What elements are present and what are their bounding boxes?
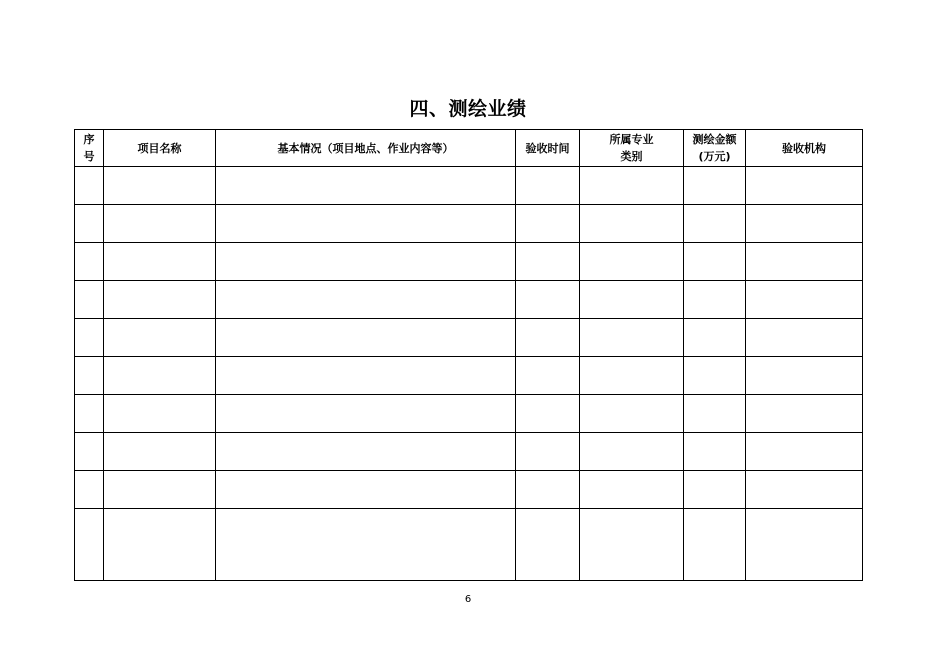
table-row bbox=[75, 205, 863, 243]
cell-professional-category[interactable] bbox=[580, 281, 684, 319]
page-number: 6 bbox=[464, 594, 472, 605]
cell-survey-amount[interactable] bbox=[684, 433, 746, 471]
table-header-row bbox=[75, 130, 863, 167]
cell-serial-number[interactable] bbox=[75, 281, 104, 319]
cell-acceptance-time[interactable] bbox=[516, 243, 580, 281]
header-survey-amount: 测绘金额 (万元) bbox=[684, 130, 746, 167]
cell-professional-category[interactable] bbox=[580, 205, 684, 243]
cell-professional-category[interactable] bbox=[580, 357, 684, 395]
page-title: 四、测绘业绩 bbox=[409, 98, 527, 120]
cell-basic-info[interactable] bbox=[216, 357, 516, 395]
cell-acceptance-agency[interactable] bbox=[746, 509, 863, 581]
cell-project-name[interactable] bbox=[104, 357, 216, 395]
cell-acceptance-time[interactable] bbox=[516, 395, 580, 433]
cell-serial-number[interactable] bbox=[75, 471, 104, 509]
cell-survey-amount[interactable] bbox=[684, 319, 746, 357]
table-body bbox=[75, 167, 863, 581]
cell-serial-number[interactable] bbox=[75, 243, 104, 281]
cell-serial-number[interactable] bbox=[75, 433, 104, 471]
cell-survey-amount[interactable] bbox=[684, 167, 746, 205]
cell-project-name[interactable] bbox=[104, 509, 216, 581]
cell-project-name[interactable] bbox=[104, 205, 216, 243]
cell-acceptance-agency[interactable] bbox=[746, 319, 863, 357]
cell-acceptance-agency[interactable] bbox=[746, 433, 863, 471]
cell-acceptance-agency[interactable] bbox=[746, 395, 863, 433]
cell-project-name[interactable] bbox=[104, 319, 216, 357]
cell-professional-category[interactable] bbox=[580, 471, 684, 509]
cell-acceptance-time[interactable] bbox=[516, 357, 580, 395]
cell-acceptance-agency[interactable] bbox=[746, 281, 863, 319]
cell-basic-info[interactable] bbox=[216, 395, 516, 433]
cell-project-name[interactable] bbox=[104, 281, 216, 319]
cell-professional-category[interactable] bbox=[580, 509, 684, 581]
cell-project-name[interactable] bbox=[104, 167, 216, 205]
cell-project-name[interactable] bbox=[104, 395, 216, 433]
cell-survey-amount[interactable] bbox=[684, 281, 746, 319]
cell-professional-category[interactable] bbox=[580, 167, 684, 205]
cell-acceptance-agency[interactable] bbox=[746, 357, 863, 395]
cell-acceptance-time[interactable] bbox=[516, 281, 580, 319]
cell-professional-category[interactable] bbox=[580, 433, 684, 471]
table-row bbox=[75, 167, 863, 205]
cell-survey-amount[interactable] bbox=[684, 243, 746, 281]
cell-project-name[interactable] bbox=[104, 471, 216, 509]
cell-serial-number[interactable] bbox=[75, 395, 104, 433]
table-row bbox=[75, 471, 863, 509]
cell-survey-amount[interactable] bbox=[684, 357, 746, 395]
table-row bbox=[75, 319, 863, 357]
cell-basic-info[interactable] bbox=[216, 281, 516, 319]
cell-basic-info[interactable] bbox=[216, 243, 516, 281]
header-acceptance-agency: 验收机构 bbox=[746, 130, 863, 167]
cell-serial-number[interactable] bbox=[75, 509, 104, 581]
table-row bbox=[75, 433, 863, 471]
table-row bbox=[75, 395, 863, 433]
cell-acceptance-agency[interactable] bbox=[746, 243, 863, 281]
cell-serial-number[interactable] bbox=[75, 205, 104, 243]
cell-basic-info[interactable] bbox=[216, 205, 516, 243]
table-row bbox=[75, 281, 863, 319]
header-project-name: 项目名称 bbox=[104, 130, 216, 167]
cell-acceptance-time[interactable] bbox=[516, 509, 580, 581]
performance-table bbox=[74, 129, 863, 581]
table-row bbox=[75, 509, 863, 581]
header-serial-number: 序 号 bbox=[75, 130, 104, 167]
cell-basic-info[interactable] bbox=[216, 509, 516, 581]
cell-survey-amount[interactable] bbox=[684, 205, 746, 243]
cell-basic-info[interactable] bbox=[216, 319, 516, 357]
cell-survey-amount[interactable] bbox=[684, 509, 746, 581]
cell-acceptance-time[interactable] bbox=[516, 471, 580, 509]
cell-professional-category[interactable] bbox=[580, 319, 684, 357]
cell-serial-number[interactable] bbox=[75, 319, 104, 357]
table-row bbox=[75, 357, 863, 395]
cell-survey-amount[interactable] bbox=[684, 471, 746, 509]
cell-acceptance-agency[interactable] bbox=[746, 471, 863, 509]
cell-serial-number[interactable] bbox=[75, 167, 104, 205]
cell-professional-category[interactable] bbox=[580, 243, 684, 281]
cell-acceptance-time[interactable] bbox=[516, 205, 580, 243]
cell-acceptance-agency[interactable] bbox=[746, 167, 863, 205]
cell-basic-info[interactable] bbox=[216, 471, 516, 509]
header-basic-info: 基本情况（项目地点、作业内容等） bbox=[216, 130, 516, 167]
cell-acceptance-time[interactable] bbox=[516, 433, 580, 471]
cell-professional-category[interactable] bbox=[580, 395, 684, 433]
cell-acceptance-time[interactable] bbox=[516, 319, 580, 357]
cell-acceptance-agency[interactable] bbox=[746, 205, 863, 243]
cell-survey-amount[interactable] bbox=[684, 395, 746, 433]
header-professional-category: 所属专业 类别 bbox=[580, 130, 684, 167]
cell-project-name[interactable] bbox=[104, 243, 216, 281]
cell-serial-number[interactable] bbox=[75, 357, 104, 395]
cell-acceptance-time[interactable] bbox=[516, 167, 580, 205]
table-row bbox=[75, 243, 863, 281]
cell-basic-info[interactable] bbox=[216, 167, 516, 205]
cell-project-name[interactable] bbox=[104, 433, 216, 471]
cell-basic-info[interactable] bbox=[216, 433, 516, 471]
header-acceptance-time: 验收时间 bbox=[516, 130, 580, 167]
